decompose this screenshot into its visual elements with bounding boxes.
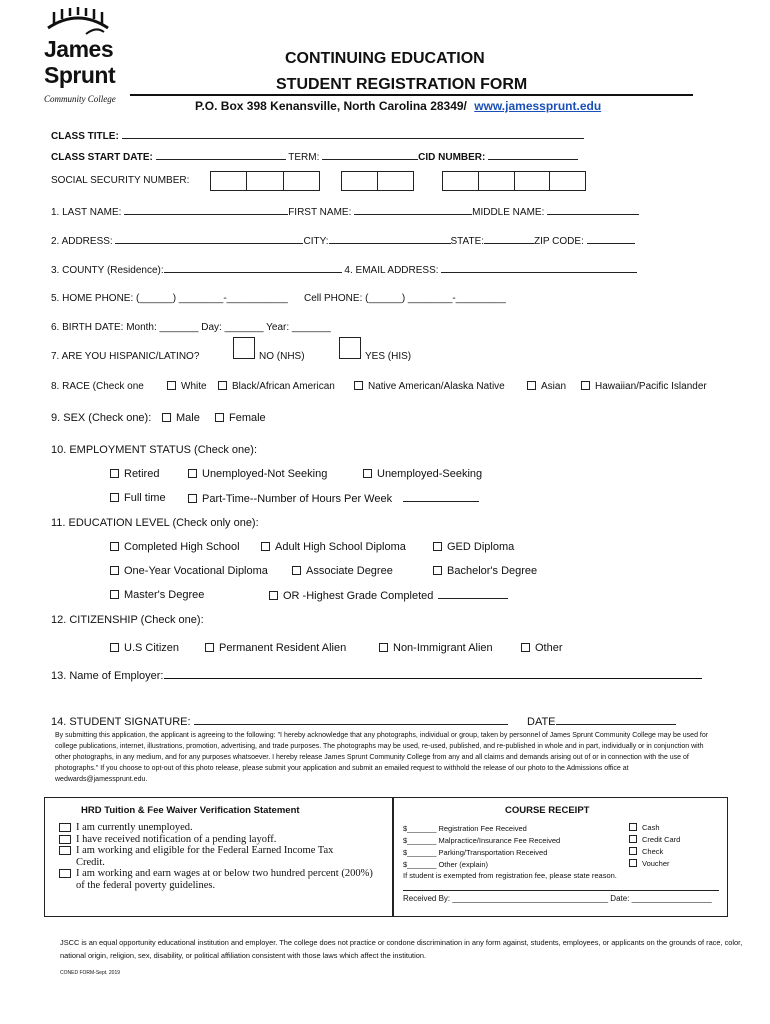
class-start-row: CLASS START DATE: TERM: CID NUMBER: [51, 150, 578, 163]
form-title-2: STUDENT REGISTRATION FORM [276, 76, 528, 93]
citizenship-label: 12. CITIZENSHIP (Check one): [51, 614, 204, 626]
header-address: P.O. Box 398 Kenansville, North Carolina 28349/ www.jamessprunt.edu [195, 99, 602, 113]
logo-cc: Community College [44, 94, 116, 104]
employment-option[interactable]: Part-Time--Number of Hours Per Week [188, 492, 479, 505]
form-id: CONED FORM-Sept. 2019 [60, 970, 121, 976]
checkbox-icon [205, 643, 214, 652]
checkbox-icon [110, 566, 119, 575]
receipt-line[interactable]: $_______ Registration Fee Received [403, 824, 527, 833]
checkbox-icon [162, 413, 171, 422]
hrd-item[interactable]: I am working and earn wages at or below two hundred percent (200%) of the federal poverty guidelines. [59, 868, 385, 891]
eeo-statement: JSCC is an equal opportunity educational institution and employer. The college does not practice or condone discrimination in any form against, students, employees, or applicants on the grounds of race, color, national origin, religion, sex, disability, or political affiliation consistent with those laws which affect the institution. [60, 938, 743, 960]
sex-option-female[interactable]: Female [215, 412, 266, 424]
receipt-line[interactable]: $_______ Parking/Transportation Received [403, 848, 548, 857]
race-option[interactable]: Native American/Alaska Native [354, 381, 505, 392]
cid-field[interactable] [488, 150, 578, 160]
employer-field[interactable] [164, 669, 702, 679]
race-label: 8. RACE (Check one [51, 381, 144, 392]
citizenship-option[interactable]: U.S Citizen [110, 642, 179, 654]
payment-option[interactable]: Check [629, 847, 663, 856]
checkbox-icon [261, 542, 270, 551]
checkbox-icon [269, 591, 278, 600]
checkbox-icon [188, 469, 197, 478]
checkbox-icon [167, 381, 176, 390]
ssn-box-1[interactable] [210, 171, 320, 191]
receipt-title: COURSE RECEIPT [505, 805, 590, 816]
middle-name-field[interactable] [547, 205, 639, 215]
checkbox-icon [59, 869, 71, 878]
checkbox-icon [629, 823, 637, 831]
citizenship-option[interactable]: Other [521, 642, 563, 654]
education-option[interactable]: Bachelor's Degree [433, 565, 537, 577]
employment-option[interactable]: Unemployed-Not Seeking [188, 468, 327, 480]
citizenship-option[interactable]: Permanent Resident Alien [205, 642, 346, 654]
checkbox-icon [110, 590, 119, 599]
last-name-field[interactable] [124, 205, 288, 215]
employment-option[interactable]: Full time [110, 492, 166, 504]
email-field[interactable] [441, 263, 637, 273]
employment-label: 10. EMPLOYMENT STATUS (Check one): [51, 444, 258, 456]
checkbox-icon [110, 542, 119, 551]
checkbox-icon [110, 469, 119, 478]
checkbox-icon [59, 823, 71, 832]
checkbox-icon [215, 413, 224, 422]
date-row: DATE [527, 715, 676, 728]
race-option[interactable]: White [167, 381, 207, 392]
hispanic-label: 7. ARE YOU HISPANIC/LATINO? [51, 351, 200, 362]
cell-phone[interactable]: Cell PHONE: (______) ________-_________ [304, 293, 506, 304]
payment-option[interactable]: Voucher [629, 859, 670, 868]
education-label: 11. EDUCATION LEVEL (Check only one): [51, 517, 259, 529]
citizenship-option[interactable]: Non-Immigrant Alien [379, 642, 493, 654]
exempt-reason-line[interactable] [403, 890, 719, 891]
checkbox-icon [110, 643, 119, 652]
sex-label: 9. SEX (Check one): [51, 412, 152, 424]
name-row: 1. LAST NAME: FIRST NAME: MIDDLE NAME: [51, 205, 639, 218]
receipt-line[interactable]: $_______ Other (explain) [403, 860, 489, 869]
photo-consent-text: By submitting this application, the applicant is agreeing to the following: "I hereby acknowledge that any photographs, individual or group, taken by personnel of James Sprunt Community College may be used for college publications, internet, illustrations, promotion, advertising, and trade purposes. The photographs may be used, re-used, published, and re-published in whole and in part, individually or in conjunction with other photographs, in any medium, and for any purposes whatsoever. I hereby release James Sprunt Community College from any and all claims and demands arising out of or in connection with the use of photographs." If you choose to opt-out of this photo release, please submit your application and submit an emailed request to withhold the release of our photo to the Admissions office at wedwards@jamessprunt.edu. [55, 732, 709, 783]
checkbox-icon [433, 566, 442, 575]
form-title-1: CONTINUING EDUCATION [285, 50, 485, 67]
class-title-field[interactable] [122, 129, 584, 139]
hrd-item[interactable]: I am currently unemployed. [59, 822, 385, 834]
education-option[interactable]: Adult High School Diploma [261, 541, 406, 553]
hrd-item[interactable]: I am working and eligible for the Federal Earned Income Tax Credit. [59, 845, 385, 868]
checkbox-icon [59, 835, 71, 844]
checkbox-icon [629, 859, 637, 867]
received-by[interactable]: Received By: ___________________________________ Date: __________________ [403, 894, 712, 903]
education-option[interactable]: GED Diploma [433, 541, 514, 553]
logo [42, 6, 142, 108]
hrd-waiver-box [44, 797, 393, 917]
checkbox-icon [218, 381, 227, 390]
payment-option[interactable]: Cash [629, 823, 660, 832]
ssn-box-2[interactable] [341, 171, 414, 191]
logo-sprunt: Sprunt [44, 62, 116, 88]
hrd-title: HRD Tuition & Fee Waiver Verification Statement [81, 805, 300, 816]
no-nhs-label: NO (NHS) [259, 351, 305, 362]
class-title-row: CLASS TITLE: [51, 129, 584, 142]
checkbox-icon [110, 493, 119, 502]
checkbox-icon [188, 494, 197, 503]
checkbox-icon [379, 643, 388, 652]
address-row: 2. ADDRESS: CITY: STATE: ZIP CODE: [51, 234, 635, 247]
county-field[interactable] [164, 263, 342, 273]
employer-row: 13. Name of Employer: [51, 669, 702, 682]
checkbox-icon [363, 469, 372, 478]
checkbox-icon [292, 566, 301, 575]
state-field[interactable] [484, 234, 534, 244]
receipt-line[interactable]: $_______ Malpractice/Insurance Fee Received [403, 836, 561, 845]
hours-per-week-field[interactable] [403, 492, 479, 502]
address-field[interactable] [115, 234, 303, 244]
checkbox-icon [629, 847, 637, 855]
race-option[interactable]: Asian [527, 381, 566, 392]
education-option[interactable]: Completed High School [110, 541, 240, 553]
education-option[interactable]: OR -Highest Grade Completed [269, 589, 508, 602]
highest-grade-field[interactable] [438, 589, 508, 599]
city-field[interactable] [329, 234, 451, 244]
checkbox-icon [354, 381, 363, 390]
race-option[interactable]: Black/African American [218, 381, 335, 392]
bridge-logo-icon [46, 6, 110, 38]
header-rule [130, 94, 693, 96]
class-start-field[interactable] [156, 150, 286, 160]
payment-option[interactable]: Credit Card [629, 835, 680, 844]
ssn-box-3[interactable] [442, 171, 586, 191]
term-field[interactable] [322, 150, 418, 160]
employment-option[interactable]: Retired [110, 468, 159, 480]
logo-james: James [44, 36, 114, 62]
home-phone[interactable]: 5. HOME PHONE: (______) ________-___________ [51, 293, 288, 304]
county-row: 3. COUNTY (Residence): 4. EMAIL ADDRESS: [51, 263, 637, 276]
exempt-note: If student is exempted from registration fee, please state reason. [403, 871, 617, 880]
yes-his-label: YES (HIS) [365, 351, 412, 362]
checkbox-icon [629, 835, 637, 843]
signature-row: 14. STUDENT SIGNATURE: [51, 715, 508, 728]
hrd-item[interactable]: I have received notification of a pending layoff. [59, 834, 385, 846]
course-receipt-box [393, 797, 728, 917]
checkbox-icon [59, 846, 71, 855]
yes-his-checkbox[interactable] [339, 337, 361, 359]
zip-field[interactable] [587, 234, 635, 244]
sex-option-male[interactable]: Male [162, 412, 200, 424]
birth-date[interactable]: 6. BIRTH DATE: Month: _______ Day: _______ Year: _______ [51, 322, 331, 333]
checkbox-icon [527, 381, 536, 390]
no-nhs-checkbox[interactable] [233, 337, 255, 359]
hrd-items [59, 822, 385, 891]
signature-date-field[interactable] [556, 715, 676, 725]
education-option[interactable]: Master's Degree [110, 589, 204, 601]
education-option[interactable]: Associate Degree [292, 565, 393, 577]
checkbox-icon [433, 542, 442, 551]
website-link[interactable]: www.jamessprunt.edu [474, 99, 602, 113]
employment-option[interactable]: Unemployed-Seeking [363, 468, 482, 480]
checkbox-icon [581, 381, 590, 390]
first-name-field[interactable] [354, 205, 472, 215]
race-option[interactable]: Hawaiian/Pacific Islander [581, 381, 707, 392]
checkbox-icon [521, 643, 530, 652]
education-option[interactable]: One-Year Vocational Diploma [110, 565, 268, 577]
ssn-label: SOCIAL SECURITY NUMBER: [51, 175, 190, 186]
signature-field[interactable] [194, 715, 508, 725]
